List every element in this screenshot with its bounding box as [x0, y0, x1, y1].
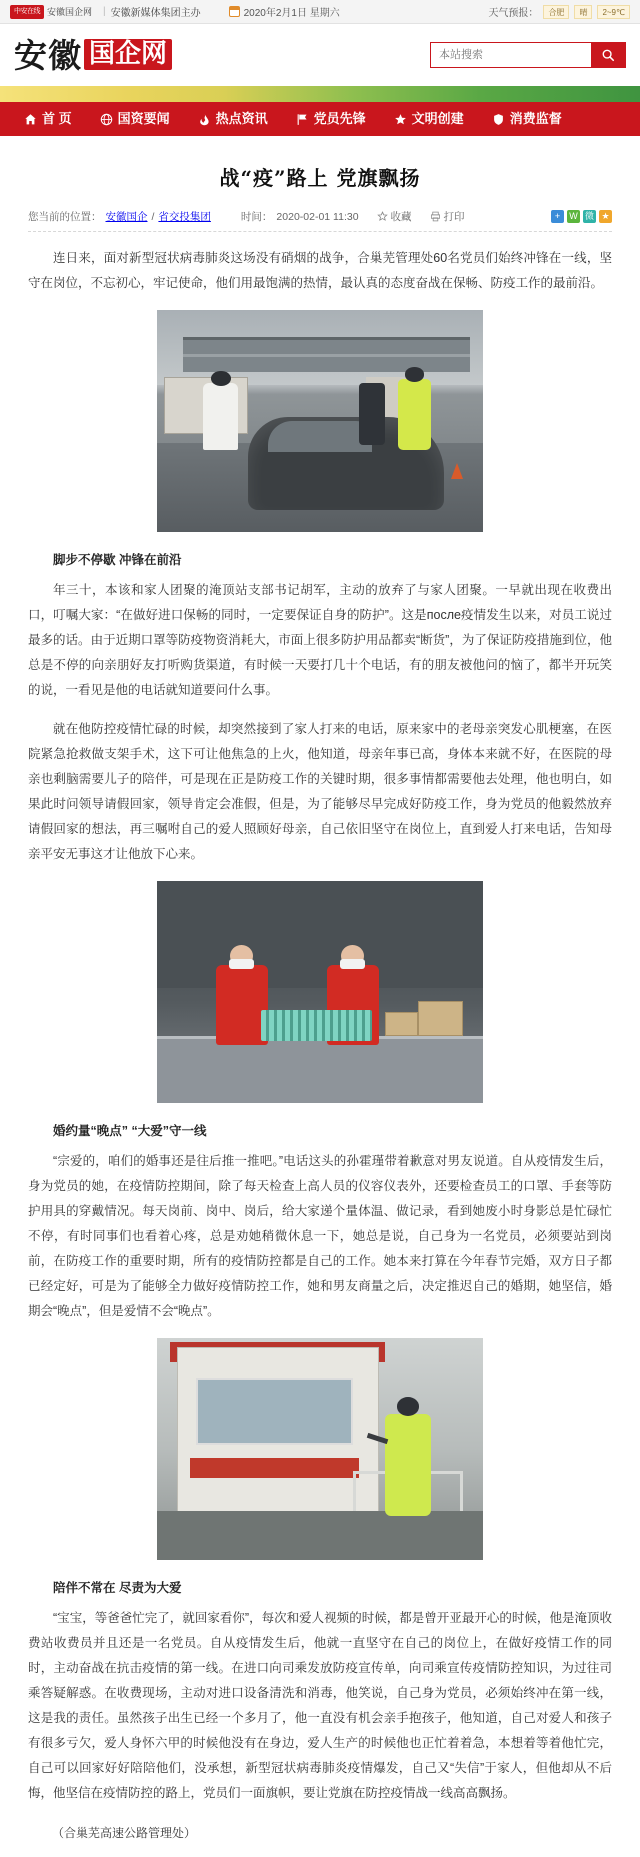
article-paragraph: 就在他防控疫情忙碌的时候，却突然接到了家人打来的电话，原来家中的老母亲突发心肌梗塞，在医院紧急抢救做支架手术，这下可让他焦急的上火，他知道，母亲年事已高，身体本来就不好，在医院的母亲也剩脑需要儿子的陪伴，可是现在正是防疫工作的关键时期，很多事情都需要他去处理，他也明白，如果此时问领导请假回家，领导肯定会准假，但是，为了能够尽早完成好防疫工作，身为党员的他毅然放弃请假回家的想法，再三嘱咐自己的爱人照顾好母亲，自己依旧坚守在岗位上，直到爱人打来电话，告知母亲平安无事这才让他放下心来。	[28, 722, 612, 861]
photo2-table	[157, 1036, 483, 1103]
nav-label-party-pioneer: 党员先锋	[313, 111, 366, 126]
photo1-medical-staff	[203, 383, 239, 450]
share-plus-icon[interactable]: +	[551, 210, 564, 223]
article-paragraph: 年三十，本该和家人团聚的淹顶站支部书记胡军，主动的放弃了与家人团聚。一早就出现在收费出口，叮嘱大家：“在做好进口保畅的同时，一定要保证自身的防护”。这是после疫情发生以来，对员工说过最多的话。由于近期口罩等防疫物资消耗大，市面上很多防护用品都卖“断货”，为了保证防疫措施到位，他总是不停的向亲朋好友打听购货渠道，有时候一天要打几十个电话，有的朋友被他问的恼了，都半开玩笑的说，一看见是他的电话就知道要问什么事。	[28, 583, 612, 697]
breadcrumb-separator: /	[151, 210, 155, 223]
photo1-windshield	[268, 421, 372, 452]
main-navigation	[0, 102, 640, 136]
share-bar	[551, 210, 612, 223]
article-subhead-1: 脚步不停歇 冲锋在前沿	[53, 553, 182, 567]
photo1-worker-hi-vis	[398, 379, 431, 450]
nav-item-home[interactable]	[10, 102, 86, 136]
publish-time-value: 2020-02-01 11:30	[276, 210, 359, 223]
site-masthead	[0, 24, 640, 86]
publish-time-label: 时间：	[240, 211, 273, 223]
nav-label-consumer-supervision: 消费监督	[509, 111, 562, 126]
favorite-button[interactable]	[377, 209, 412, 224]
article-figure-3	[157, 1338, 483, 1560]
shield-icon	[492, 113, 505, 126]
worker-disinfecting-toll-booth-photo	[157, 1338, 483, 1560]
photo2-carton-large	[418, 1001, 464, 1037]
print-label: 打印	[443, 211, 465, 223]
calendar-icon	[229, 6, 240, 17]
home-icon	[24, 113, 37, 126]
wechat-icon[interactable]: W	[567, 210, 580, 223]
flag-icon	[296, 113, 309, 126]
nav-item-hot-news[interactable]	[184, 102, 282, 136]
breadcrumb-label: 您当前的位置：	[28, 211, 102, 223]
photo2-supply-bottles	[261, 1010, 372, 1041]
article-paragraph: “宝宝，等爸爸忙完了，就回家看你”，每次和爱人视频的时候，都是曾开亚最开心的时候，他是淹顶收费站收费员并且还是一名党员。自从疫情发生后，他就一直坚守在自己的岗位上，在做好疫情工作的同时，主动奋战在抗击疫情的第一线。在进口向司乘发放防疫宣传单，向司乘宣传疫情防控知识，为过往司乘答疑解惑。在收费现场，主动对进口设备清洗和消毒，他笑说，自己身为党员，必须始终冲在第一线，这是我的责任。虽然孩子出生已经一个多月了，他一直没有机会亲手抱孩子，他知道，自己对爱人和孩子有很多亏欠，爱人身怀六甲的时候他没有在身边，爱人生产的时候他也正忙着着急，本想着等着他忙完，自己可以回家好好陪陪他们，没承想，新型冠状病毒肺炎疫情爆发，自己又“失信”于家人，但他却从不后悔，他坚信在疫情防控的路上，党员们一面旗帜，要让党旗在防控疫情战一线高高飘扬。	[28, 1611, 612, 1800]
topbar-date-text: 2020年2月1日 星期六	[243, 8, 340, 19]
topbar-divider: |	[103, 6, 106, 17]
site-mini-logo[interactable]	[10, 5, 92, 19]
photo2-volunteer-left	[216, 965, 268, 1045]
nav-label-hot-news: 热点资讯	[215, 111, 268, 126]
site-search[interactable]	[430, 42, 626, 68]
weather-label: 天气预报：	[488, 8, 539, 19]
weather-city: 合肥	[543, 5, 569, 19]
print-icon	[430, 211, 441, 222]
topbar-date	[229, 4, 340, 19]
star-icon	[394, 113, 407, 126]
nav-item-party-pioneer[interactable]	[282, 102, 380, 136]
weather-temperature: 2~9℃	[597, 5, 630, 19]
photo2-wall	[157, 881, 483, 988]
photo1-canopy	[183, 337, 470, 373]
article-subhead-3: 陪伴不常在 尽责为大爱	[53, 1581, 182, 1595]
volunteers-packing-supplies-photo	[157, 881, 483, 1103]
photo1-worker-dark	[359, 383, 385, 445]
weibo-icon[interactable]: 微	[584, 211, 594, 221]
photo1-traffic-cone	[451, 463, 463, 479]
weather-widget	[488, 4, 630, 19]
nav-label-home: 首 页	[42, 111, 72, 126]
photo2-carton-small	[385, 1012, 418, 1036]
breadcrumb-item-2[interactable]: 省交投集团	[158, 211, 211, 223]
article-container	[0, 136, 640, 1857]
article-source: （合巢芜高速公路管理处）	[52, 1826, 197, 1840]
weather-condition: 晴	[574, 5, 592, 19]
mini-logo-mark: 中安在线	[10, 5, 44, 19]
site-logo-red-text: 国企网	[84, 39, 172, 70]
print-button[interactable]	[430, 209, 465, 224]
article-paragraph: “宗爱的，咱们的婚事还是往后推一推吧。”电话这头的孙霍瑾带着歉意对男友说道。自从疫情发生后，身为党员的她，在疫情防控期间，除了每天检查上高人员的仪容仪表外，还要检查员工的口罩、手套等防护用具的穿戴情况。每天岗前、岗中、岗后，给大家递个量体温、做记录，看到她废小时身影总是忙碌忙不停，有时同事们也看着心疼，总是劝她稍微休息一下，她总是说，自己身为一名党员，必须要站到岗前，在防疫工作的重要时期，所有的疫情防控都是自己的工作。她本来打算在今年春节完婚，双方日子都已经定好，可是为了能够全力做好疫情防控工作，她和男友商量之后，决定推迟自己的婚期，她坚信，婚期会“晚点”，但是爱情不会“晚点”。	[28, 1154, 612, 1318]
decorative-banner-band	[0, 86, 640, 102]
nav-item-consumer-supervision[interactable]	[478, 102, 576, 136]
nav-label-state-asset-news: 国资要闻	[117, 111, 170, 126]
breadcrumb-item-1[interactable]: 安徽国企	[105, 211, 148, 223]
globe-icon	[100, 113, 113, 126]
top-utility-bar	[0, 0, 640, 24]
page-title: 战“疫”路上 党旗飘扬	[219, 166, 421, 190]
article-meta-row	[28, 209, 612, 232]
fire-icon	[198, 113, 211, 126]
topbar-link-sponsor[interactable]: 安徽新媒体集团主办	[110, 8, 201, 19]
article-figure-1	[157, 310, 483, 532]
article-paragraph: 连日来，面对新型冠状病毒肺炎这场没有硝烟的战争，合巢芜管理处60名党员们始终冲锋在一线，坚守在岗位，不忘初心，牢记使命，他们用最饱满的热情，最认真的态度奋战在保畅、防疫工作的最前沿。	[28, 251, 612, 290]
photo3-ground	[157, 1511, 483, 1560]
toll-gate-inspection-photo	[157, 310, 483, 532]
photo3-window	[196, 1378, 352, 1445]
mini-logo-label: 安徽国企网	[47, 7, 93, 17]
favorite-label: 收藏	[390, 211, 412, 223]
nav-label-civilization: 文明创建	[411, 111, 464, 126]
search-input[interactable]	[431, 43, 591, 67]
photo3-red-banner	[190, 1458, 360, 1478]
site-logo-black-text: 安徽	[14, 35, 82, 75]
nav-item-civilization[interactable]	[380, 102, 478, 136]
article-figure-2	[157, 881, 483, 1103]
search-button[interactable]	[591, 43, 625, 67]
favorite-star-icon	[377, 211, 388, 222]
search-icon	[601, 48, 615, 62]
article-subhead-2: 婚约量“晚点” “大爱”守一线	[53, 1124, 207, 1138]
photo3-worker-hi-vis	[385, 1414, 431, 1516]
favorite-star-share-icon[interactable]: ★	[599, 210, 612, 223]
nav-item-state-asset-news[interactable]	[86, 102, 184, 136]
site-logo[interactable]	[14, 35, 172, 75]
